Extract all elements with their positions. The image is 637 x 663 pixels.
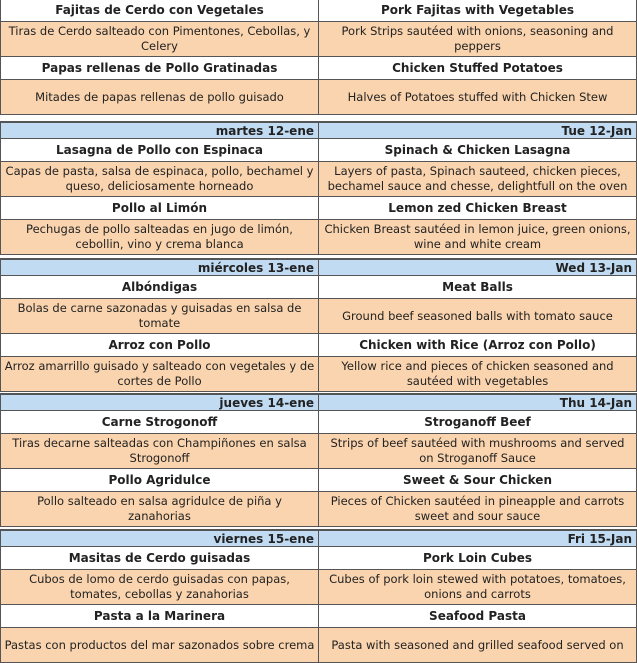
dish-title-es: Pollo al Limón xyxy=(1,197,319,220)
dish-title-es: Lasagna de Pollo con Espinaca xyxy=(1,139,319,162)
dish-title-en: Stroganoff Beef xyxy=(319,411,637,434)
dish-title-en: Meat Balls xyxy=(319,276,637,299)
dish-title-es: Albóndigas xyxy=(1,276,319,299)
day-header-en: Tue 12-Jan xyxy=(319,122,637,139)
dish-desc-en: Ground beef seasoned balls with tomato sauce xyxy=(319,299,637,334)
dish-title-es: Arroz con Pollo xyxy=(1,334,319,357)
dish-desc-es: Cubos de lomo de cerdo guisadas con papas, tomates, cebollas y zanahorias xyxy=(1,570,319,605)
menu-block-friday xyxy=(0,529,637,663)
dish-title-en: Pork Fajitas with Vegetables xyxy=(319,0,637,22)
dish-desc-en: Pieces of Chicken sautéed in pineapple and carrots sweet and sour sauce xyxy=(319,492,637,527)
dish-desc-es: Mitades de papas rellenas de pollo guisado xyxy=(1,80,319,115)
dish-title-en: Seafood Pasta xyxy=(319,605,637,628)
dish-title-en: Spinach & Chicken Lasagna xyxy=(319,139,637,162)
dish-title-es: Pollo Agridulce xyxy=(1,469,319,492)
day-header-es: miércoles 13-ene xyxy=(1,259,319,276)
dish-desc-en: Strips of beef sautéed with mushrooms and served on Stroganoff Sauce xyxy=(319,434,637,469)
dish-title-es: Papas rellenas de Pollo Gratinadas xyxy=(1,57,319,80)
menu-block-thursday xyxy=(0,393,637,527)
day-header-en: Thu 14-Jan xyxy=(319,394,637,411)
dish-desc-en: Pork Strips sautéed with onions, seasoning and peppers xyxy=(319,22,637,57)
dish-desc-es: Pechugas de pollo salteadas en jugo de limón, cebollin, vino y crema blanca xyxy=(1,220,319,255)
dish-desc-en: Pasta with seasoned and grilled seafood served on xyxy=(319,628,637,663)
menu-block-top xyxy=(0,0,637,115)
dish-desc-es: Arroz amarrillo guisado y salteado con vegetales y de cortes de Pollo xyxy=(1,357,319,392)
dish-desc-en: Cubes of pork loin stewed with potatoes, tomatoes, onions and carrots xyxy=(319,570,637,605)
day-header-es: viernes 15-ene xyxy=(1,530,319,547)
day-header-es: martes 12-ene xyxy=(1,122,319,139)
dish-title-en: Lemon zed Chicken Breast xyxy=(319,197,637,220)
dish-desc-es: Pollo salteado en salsa agridulce de piña y zanahorias xyxy=(1,492,319,527)
dish-desc-es: Tiras de Cerdo salteado con Pimentones, Cebollas, y Celery xyxy=(1,22,319,57)
dish-desc-es: Pastas con productos del mar sazonados sobre crema xyxy=(1,628,319,663)
dish-desc-es: Bolas de carne sazonadas y guisadas en salsa de tomate xyxy=(1,299,319,334)
dish-desc-es: Capas de pasta, salsa de espinaca, pollo, bechamel y queso, deliciosamente horneado xyxy=(1,162,319,197)
day-header-es: jueves 14-ene xyxy=(1,394,319,411)
dish-title-en: Chicken Stuffed Potatoes xyxy=(319,57,637,80)
dish-title-es: Fajitas de Cerdo con Vegetales xyxy=(1,0,319,22)
day-header-en: Fri 15-Jan xyxy=(319,530,637,547)
dish-title-es: Pasta a la Marinera xyxy=(1,605,319,628)
dish-title-en: Sweet & Sour Chicken xyxy=(319,469,637,492)
dish-title-es: Carne Strogonoff xyxy=(1,411,319,434)
day-header-en: Wed 13-Jan xyxy=(319,259,637,276)
dish-desc-es: Tiras decarne salteadas con Champiñones en salsa Strogonoff xyxy=(1,434,319,469)
menu-block-tuesday xyxy=(0,121,637,255)
dish-title-en: Pork Loin Cubes xyxy=(319,547,637,570)
dish-desc-en: Layers of pasta, Spinach sauteed, chicken pieces, bechamel sauce and chesse, delightfull on the oven xyxy=(319,162,637,197)
dish-desc-en: Chicken Breast sautéed in lemon juice, green onions, wine and white cream xyxy=(319,220,637,255)
menu-block-wednesday xyxy=(0,258,637,392)
dish-desc-en: Yellow rice and pieces of chicken seasoned and sautéed with vegetables xyxy=(319,357,637,392)
dish-title-es: Masitas de Cerdo guisadas xyxy=(1,547,319,570)
dish-desc-en: Halves of Potatoes stuffed with Chicken Stew xyxy=(319,80,637,115)
dish-title-en: Chicken with Rice (Arroz con Pollo) xyxy=(319,334,637,357)
